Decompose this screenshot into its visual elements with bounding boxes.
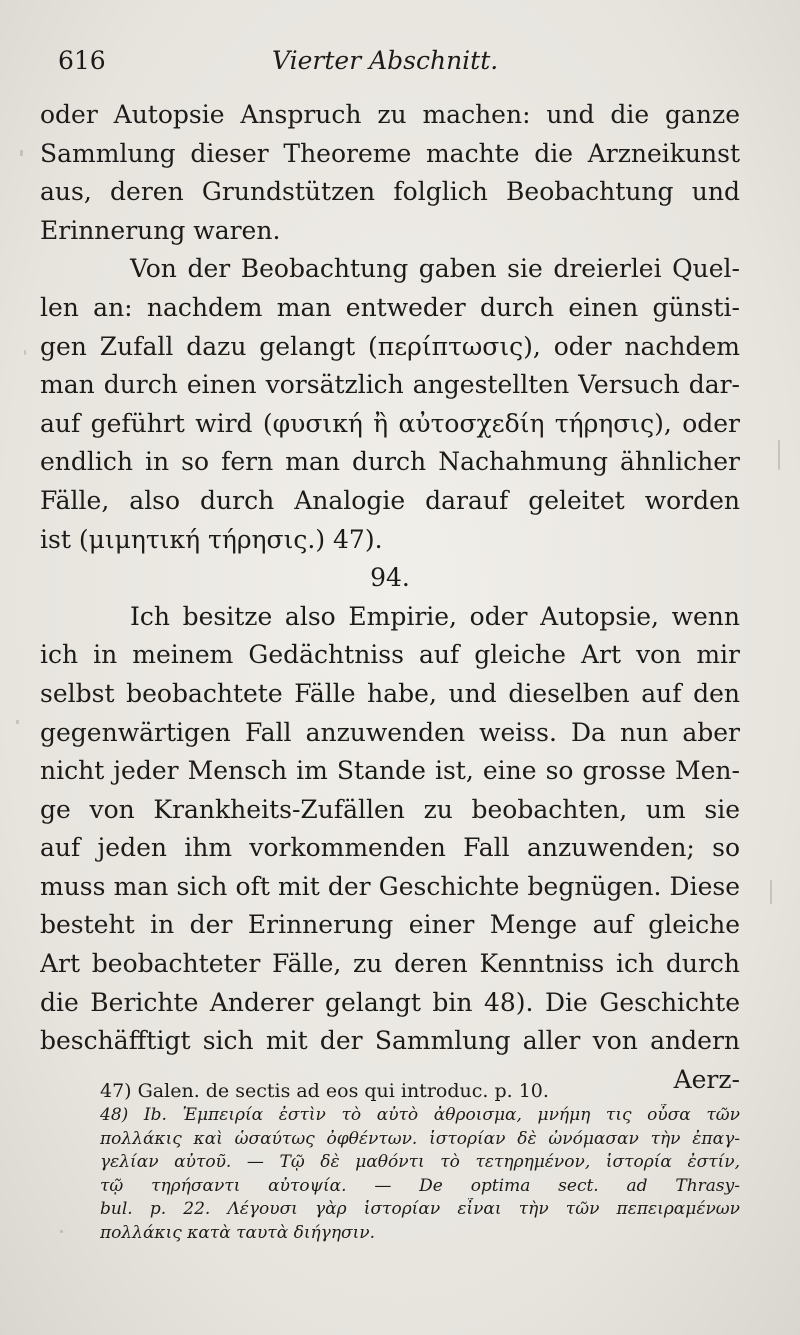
- paper-speck: [770, 880, 772, 904]
- text-line: Erinnerung waren.: [40, 215, 281, 245]
- footnote-line: bul. p. 22. Λέγουσι γὰρ ἱστορίαν εἶναι τὴν τῶν πεπειραμένων: [100, 1199, 740, 1219]
- footnote-line: 47) Galen. de sectis ad eos qui introduc. p. 10.: [100, 1080, 549, 1102]
- catchword: Aerz-: [673, 1064, 740, 1094]
- running-head: Vierter Abschnitt.: [272, 46, 499, 75]
- text-line: die Berichte Anderer gelangt bin 48). Die Geschichte: [40, 987, 740, 1017]
- text-line: oder Autopsie Anspruch zu machen: und die ganze: [40, 100, 740, 129]
- footnote-line: τῷ τηρήσαντι αὐτοψία. — De optima sect. ad Thrasy-: [100, 1175, 740, 1196]
- text-line: endlich in so fern man durch Nachahmung ähnlicher: [40, 447, 740, 477]
- page-number: 616: [58, 46, 106, 75]
- text-line: len an: nachdem man entweder durch einen günsti-: [40, 292, 740, 322]
- text-line: Sammlung dieser Theoreme machte die Arzneikunst: [40, 138, 740, 168]
- main-text: [40, 96, 740, 1099]
- text-line: ge von Krankheits-Zufällen zu beobachten, um sie: [40, 794, 740, 824]
- text-line: auf jeden ihm vorkommenden Fall anzuwenden; so: [40, 833, 740, 863]
- paper-speck: [20, 150, 23, 156]
- footnote-line: πολλάκις κατὰ ταυτὰ διήγησιν.: [100, 1222, 376, 1243]
- text-line: man durch einen vorsätzlich angestellten Versuch dar-: [40, 370, 740, 400]
- text-line: selbst beobachtete Fälle habe, und dieselben auf den: [40, 678, 740, 708]
- paper-speck: [778, 440, 780, 470]
- page-header: [40, 42, 740, 88]
- footnote-line: 48) Ib. Ἐμπειρία ἐστὶν τὸ αὐτὸ ἀθροισμα, μνήμη τις οὖσα τῶν: [100, 1105, 740, 1125]
- footnote-line: γελίαν αὐτοῦ. — Τῷ δὲ μαθόντι τὸ τετηρημένον, ἱστορία ἐστίν,: [100, 1152, 740, 1172]
- text-line: gegenwärtigen Fall anzuwenden weiss. Da nun aber: [40, 717, 740, 747]
- text-line: muss man sich oft mit der Geschichte begnügen. Diese: [40, 871, 740, 901]
- text-line: Fälle, also durch Analogie darauf geleitet worden: [40, 485, 740, 515]
- text-line: gen Zufall dazu gelangt (περίπτωσις), oder nachdem: [40, 331, 740, 361]
- text-line: auf geführt wird (φυσική ἢ αὐτοσχεδίη τήρησις), oder: [40, 408, 740, 438]
- text-line: besteht in der Erinnerung einer Menge auf gleiche: [40, 910, 740, 940]
- paper-speck: [24, 350, 26, 355]
- text-line: ist (μιμητική τήρησις.) 47).: [40, 524, 383, 554]
- paper-speck: [60, 1230, 63, 1233]
- text-line: aus, deren Grundstützen folglich Beobachtung und: [40, 177, 740, 207]
- footnote-line: πολλάκις καὶ ὡσαύτως ὀφθέντων. ἱστορίαν δὲ ὠνόμασαν τὴν ἐπαγ-: [100, 1128, 740, 1149]
- text-line: nicht jeder Mensch im Stande ist, eine so grosse Men-: [40, 756, 740, 786]
- text-line: Ich besitze also Empirie, oder Autopsie, wenn: [130, 601, 740, 631]
- text-line: ich in meinem Gedächtniss auf gleiche Art von mir: [40, 640, 740, 670]
- text-line: Von der Beobachtung gaben sie dreierlei Quel-: [130, 254, 740, 284]
- section-number: 94.: [370, 563, 410, 593]
- paper-speck: [16, 720, 19, 724]
- footnotes: [100, 1078, 740, 1245]
- text-line: Art beobachteter Fälle, zu deren Kenntniss ich durch: [40, 949, 740, 979]
- text-line: beschäfftigt sich mit der Sammlung aller von andern: [40, 1026, 740, 1056]
